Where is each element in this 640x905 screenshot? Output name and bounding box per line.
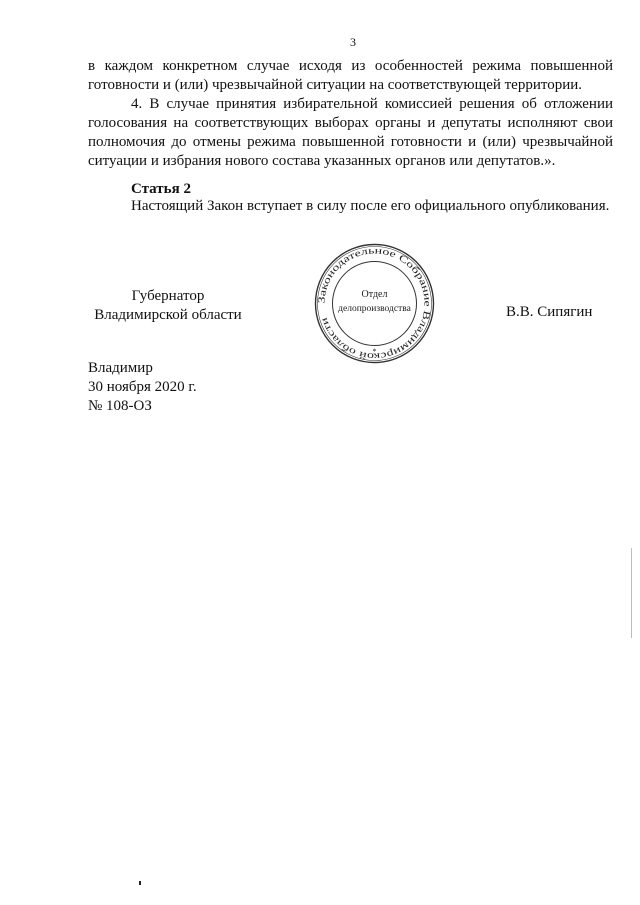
issue-info [88, 359, 197, 416]
stamp-outer-text: Законодательное Собрание Владимирской области [316, 245, 433, 362]
article-2-title: Статья 2 [131, 181, 191, 197]
stamp-star-icon: * [372, 347, 377, 356]
signature-title-line2: Владимирской области [94, 307, 242, 323]
stamp-seal [312, 241, 437, 366]
scan-dot-mark [139, 881, 141, 885]
scan-edge-mark [631, 548, 632, 638]
signature-title [88, 287, 248, 325]
issue-city: Владимир [88, 360, 153, 376]
signature-title-line1: Губернатор [131, 288, 205, 304]
stamp-line1: Отдел [361, 289, 388, 300]
stamp-line2: делопроизводства [338, 304, 411, 314]
law-number: № 108-ОЗ [88, 398, 152, 414]
paragraph-continuation: в каждом конкретном случае исходя из особенностей режима повышенной готовности и (или) чрезвычайной ситуации на соответствующей территории. [88, 58, 613, 93]
issue-date: 30 ноября 2020 г. [88, 379, 197, 395]
page-number: 3 [350, 35, 356, 49]
paragraph-4: 4. В случае принятия избирательной комиссией решения об отложении голосования на соответствующих выборах органы и депутаты исполняют свои полномочия до отмены режима повышенной готовности и (или) чрезвычайной ситуации и избрания нового состава указанных органов или депутатов.». [88, 96, 613, 169]
signer-name: В.В. Сипягин [506, 304, 593, 320]
article-2-text: Настоящий Закон вступает в силу после его официального опубликования. [131, 198, 610, 214]
